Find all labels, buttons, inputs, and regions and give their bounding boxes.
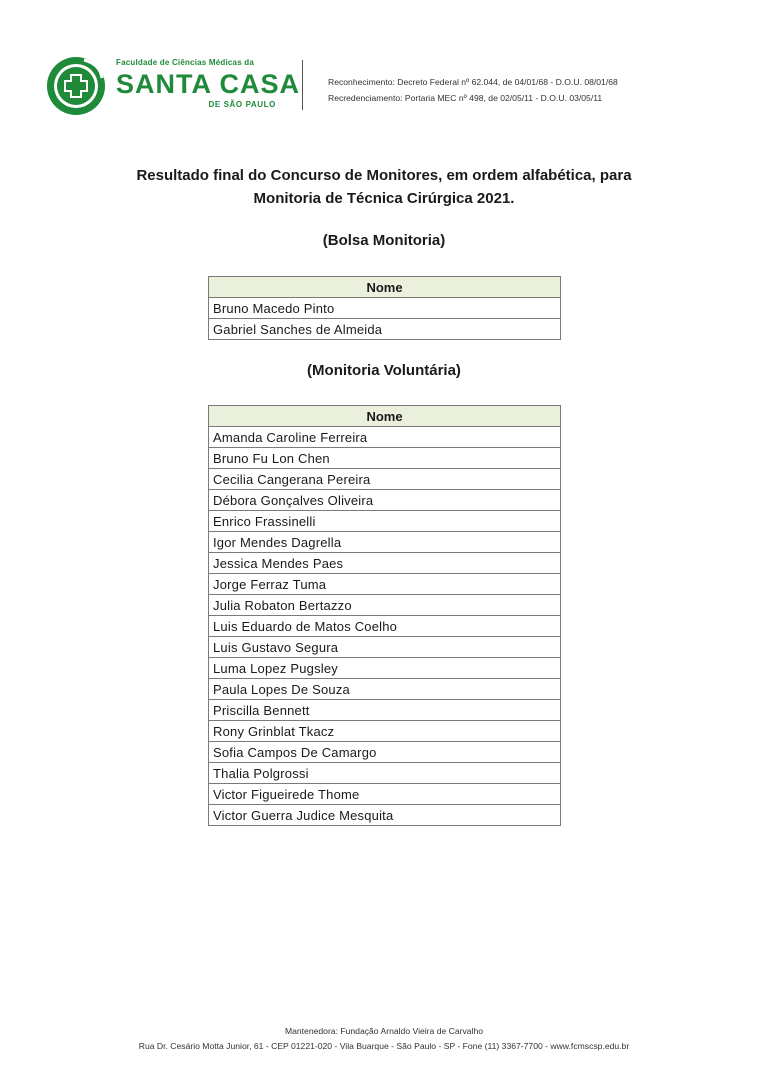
name-cell: Enrico Frassinelli: [209, 511, 561, 532]
page-header: [44, 54, 724, 120]
table-row: [209, 658, 561, 679]
name-cell: Gabriel Sanches de Almeida: [209, 319, 561, 340]
bolsa-table: [208, 276, 561, 340]
name-cell: Victor Guerra Judice Mesquita: [209, 805, 561, 826]
name-cell: Julia Robaton Bertazzo: [209, 595, 561, 616]
logo-santa-casa-text: SANTA CASA: [116, 69, 300, 99]
name-cell: Jessica Mendes Paes: [209, 553, 561, 574]
table-row: [209, 595, 561, 616]
table-row: [209, 805, 561, 826]
table-row: [209, 679, 561, 700]
name-cell: Bruno Fu Lon Chen: [209, 448, 561, 469]
name-cell: Paula Lopes De Souza: [209, 679, 561, 700]
document-title: [0, 164, 768, 210]
logo-faculty-text: Faculdade de Ciências Médicas da: [116, 58, 255, 67]
bolsa-heading: (Bolsa Monitoria): [322, 232, 446, 249]
name-cell: Thalia Polgrossi: [209, 763, 561, 784]
table-row: [209, 763, 561, 784]
name-cell: Luis Eduardo de Matos Coelho: [209, 616, 561, 637]
table-row: [209, 511, 561, 532]
accreditation-recognition: Reconhecimento: Decreto Federal nº 62.044, de 04/01/68 - D.O.U. 08/01/68: [328, 77, 618, 87]
table-row: [209, 298, 561, 319]
logo-wordmark: [116, 56, 300, 118]
name-cell: Sofia Campos De Camargo: [209, 742, 561, 763]
name-cell: Priscilla Bennett: [209, 700, 561, 721]
column-header-nome: Nome: [209, 277, 561, 298]
name-cell: Cecilia Cangerana Pereira: [209, 469, 561, 490]
name-cell: Amanda Caroline Ferreira: [209, 427, 561, 448]
table-header-row: [209, 406, 561, 427]
table-row: [209, 532, 561, 553]
table-row: [209, 700, 561, 721]
table-row: [209, 616, 561, 637]
table-row: [209, 721, 561, 742]
title-line-2: Monitoria de Técnica Cirúrgica 2021.: [253, 190, 515, 207]
column-header-nome: Nome: [209, 406, 561, 427]
table-row: [209, 637, 561, 658]
bolsa-table-body: [209, 298, 561, 340]
footer-address: Rua Dr. Cesário Motta Junior, 61 - CEP 01221-020 - Vila Buarque - São Paulo - SP - Fone (11) 3367-7700 - www.fcmscsp.edu.br: [138, 1041, 630, 1051]
table-row: [209, 319, 561, 340]
name-cell: Luis Gustavo Segura: [209, 637, 561, 658]
logo-sao-paulo-text: DE SÃO PAULO: [208, 100, 276, 109]
voluntaria-table-body: [209, 427, 561, 826]
name-cell: Jorge Ferraz Tuma: [209, 574, 561, 595]
name-cell: Victor Figueirede Thome: [209, 784, 561, 805]
header-divider: [302, 60, 303, 110]
name-cell: Luma Lopez Pugsley: [209, 658, 561, 679]
name-cell: Igor Mendes Dagrella: [209, 532, 561, 553]
table-row: [209, 742, 561, 763]
footer-maintainer: Mantenedora: Fundação Arnaldo Vieira de Carvalho: [284, 1026, 484, 1036]
table-row: [209, 448, 561, 469]
title-line-1: Resultado final do Concurso de Monitores, em ordem alfabética, para: [136, 167, 632, 184]
voluntaria-heading: (Monitoria Voluntária): [307, 362, 461, 379]
accreditation-info: [328, 74, 618, 106]
page-footer: [0, 1024, 768, 1054]
name-cell: Rony Grinblat Tkacz: [209, 721, 561, 742]
voluntaria-table: [208, 405, 561, 826]
accreditation-recredential: Recredenciamento: Portaria MEC nº 498, de 02/05/11 - D.O.U. 03/05/11: [328, 93, 603, 103]
table-row: [209, 574, 561, 595]
table-row: [209, 784, 561, 805]
name-cell: Bruno Macedo Pinto: [209, 298, 561, 319]
table-row: [209, 469, 561, 490]
table-row: [209, 490, 561, 511]
santa-casa-logo-icon: [44, 54, 108, 118]
table-header-row: [209, 277, 561, 298]
table-row: [209, 427, 561, 448]
name-cell: Débora Gonçalves Oliveira: [209, 490, 561, 511]
table-row: [209, 553, 561, 574]
